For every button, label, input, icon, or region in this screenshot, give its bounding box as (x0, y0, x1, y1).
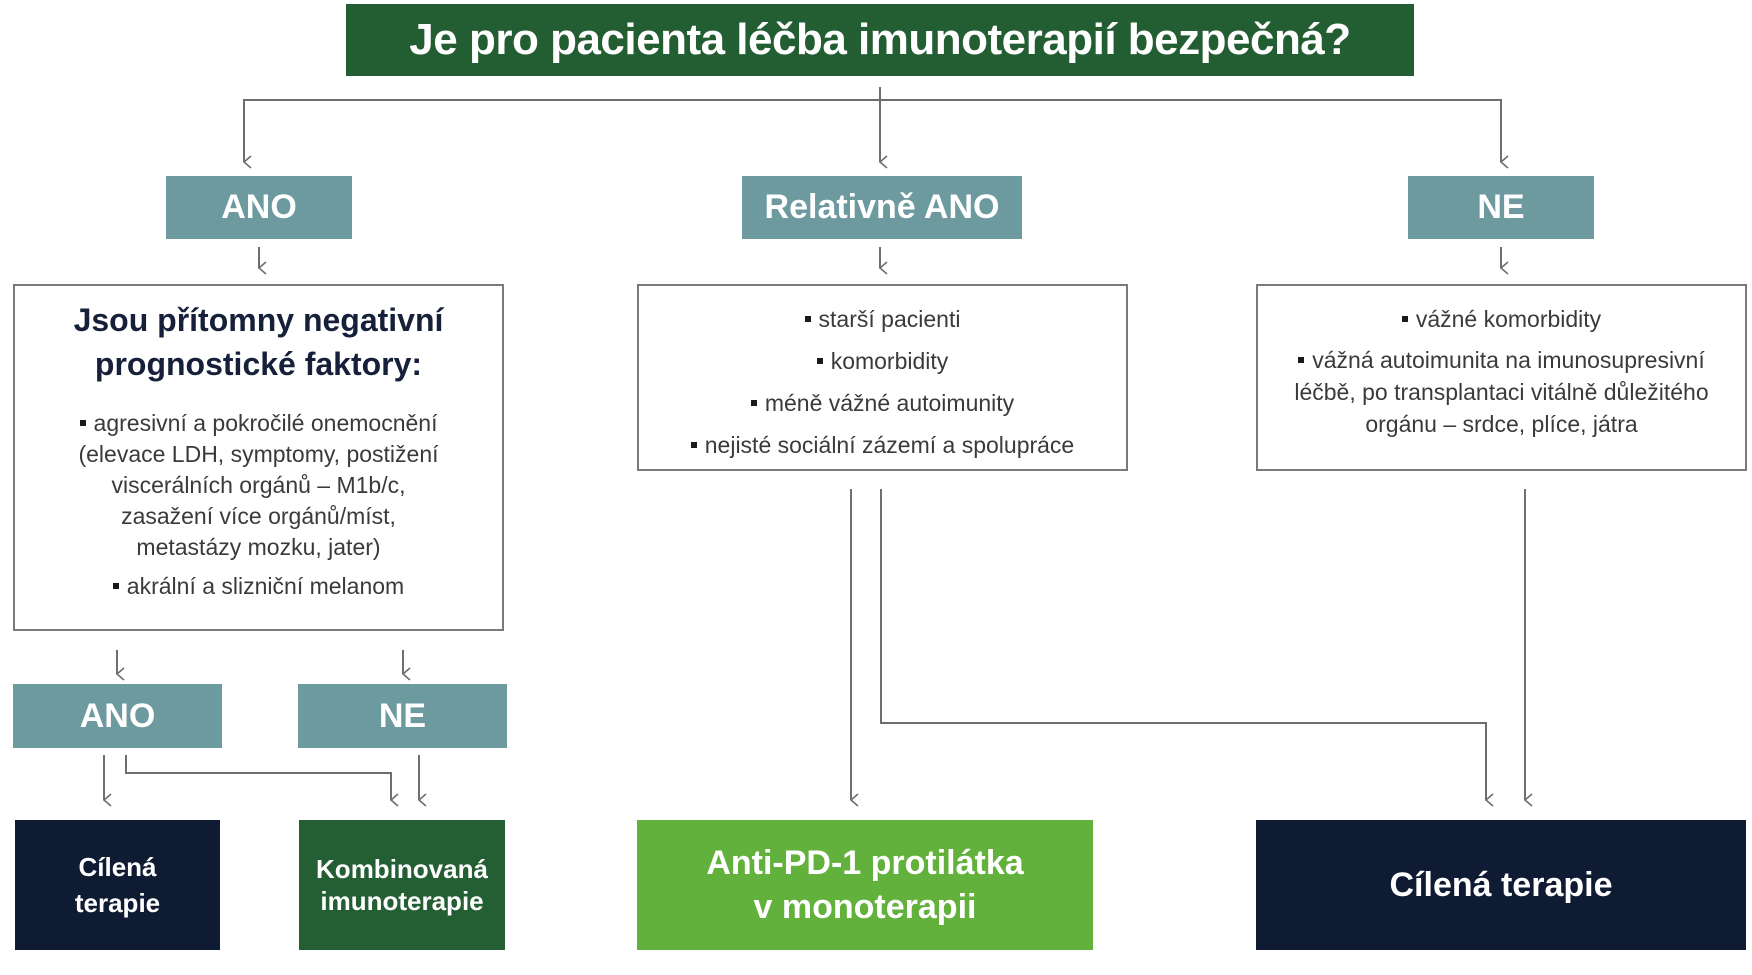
outcome-line: imunoterapie (320, 886, 484, 916)
factor-line: viscerálních orgánů – M1b/c, (111, 472, 406, 498)
outcome-anti-pd1-monotherapy (637, 820, 1093, 950)
criteria-item: starší pacienti (818, 306, 961, 332)
bullet-icon (751, 400, 757, 406)
page-title: Je pro pacienta léčba imunoterapií bezpečná? (346, 4, 1414, 76)
factor-line: metastázy mozku, jater) (136, 534, 381, 560)
outcome-combined-immunotherapy (299, 820, 505, 950)
criteria-item: nejisté sociální zázemí a spolupráce (704, 432, 1075, 458)
bullet-icon (691, 442, 697, 448)
bullet-icon (1402, 316, 1408, 322)
negative-factors-panel (13, 284, 504, 631)
contraindication-line: vážná autoimunita na imunosupresivní (1312, 347, 1705, 373)
contraindication-line: vážné komorbidity (1415, 306, 1602, 332)
outcome-targeted-therapy-right: Cílená terapie (1256, 820, 1746, 950)
outcome-line: Cílená (78, 852, 157, 882)
heading-line: prognostické faktory: (94, 346, 423, 382)
contraindication-line: orgánu – srdce, plíce, játra (1365, 411, 1638, 437)
bullet-icon (1298, 357, 1304, 363)
criteria-item: méně vážné autoimunity (764, 390, 1015, 416)
branch-relative-label: Relativně ANO (742, 176, 1022, 239)
factor-line: zasažení více orgánů/míst, (121, 503, 396, 529)
branch-no-label: NE (1408, 176, 1594, 239)
contraindications-panel (1256, 284, 1747, 471)
outcome-line: v monoterapii (753, 888, 977, 926)
factor-item (113, 571, 404, 602)
criteria-item: komorbidity (830, 348, 949, 374)
bullet-icon (113, 583, 119, 589)
branch-yes-label: ANO (166, 176, 352, 239)
negative-factors-heading (74, 298, 444, 386)
outcome-line: Kombinovaná (316, 854, 488, 884)
outcome-line: terapie (74, 888, 161, 918)
bullet-icon (817, 358, 823, 364)
outcome-line: Anti-PD-1 protilátka (706, 844, 1024, 882)
contraindication-line: léčbě, po transplantaci vitálně důležitého (1294, 379, 1709, 405)
factor-line: agresivní a pokročilé onemocnění (93, 410, 438, 436)
sub-no-label: NE (298, 684, 507, 748)
factor-item (78, 408, 438, 563)
bullet-icon (80, 420, 86, 426)
outcome-targeted-therapy (15, 820, 220, 950)
bullet-icon (805, 316, 811, 322)
factor-line: (elevace LDH, symptomy, postižení (78, 441, 439, 467)
heading-line: Jsou přítomny negativní (73, 302, 444, 338)
factor-line: akrální a slizniční melanom (126, 573, 405, 599)
sub-yes-label: ANO (13, 684, 222, 748)
relative-criteria-panel (637, 284, 1128, 471)
